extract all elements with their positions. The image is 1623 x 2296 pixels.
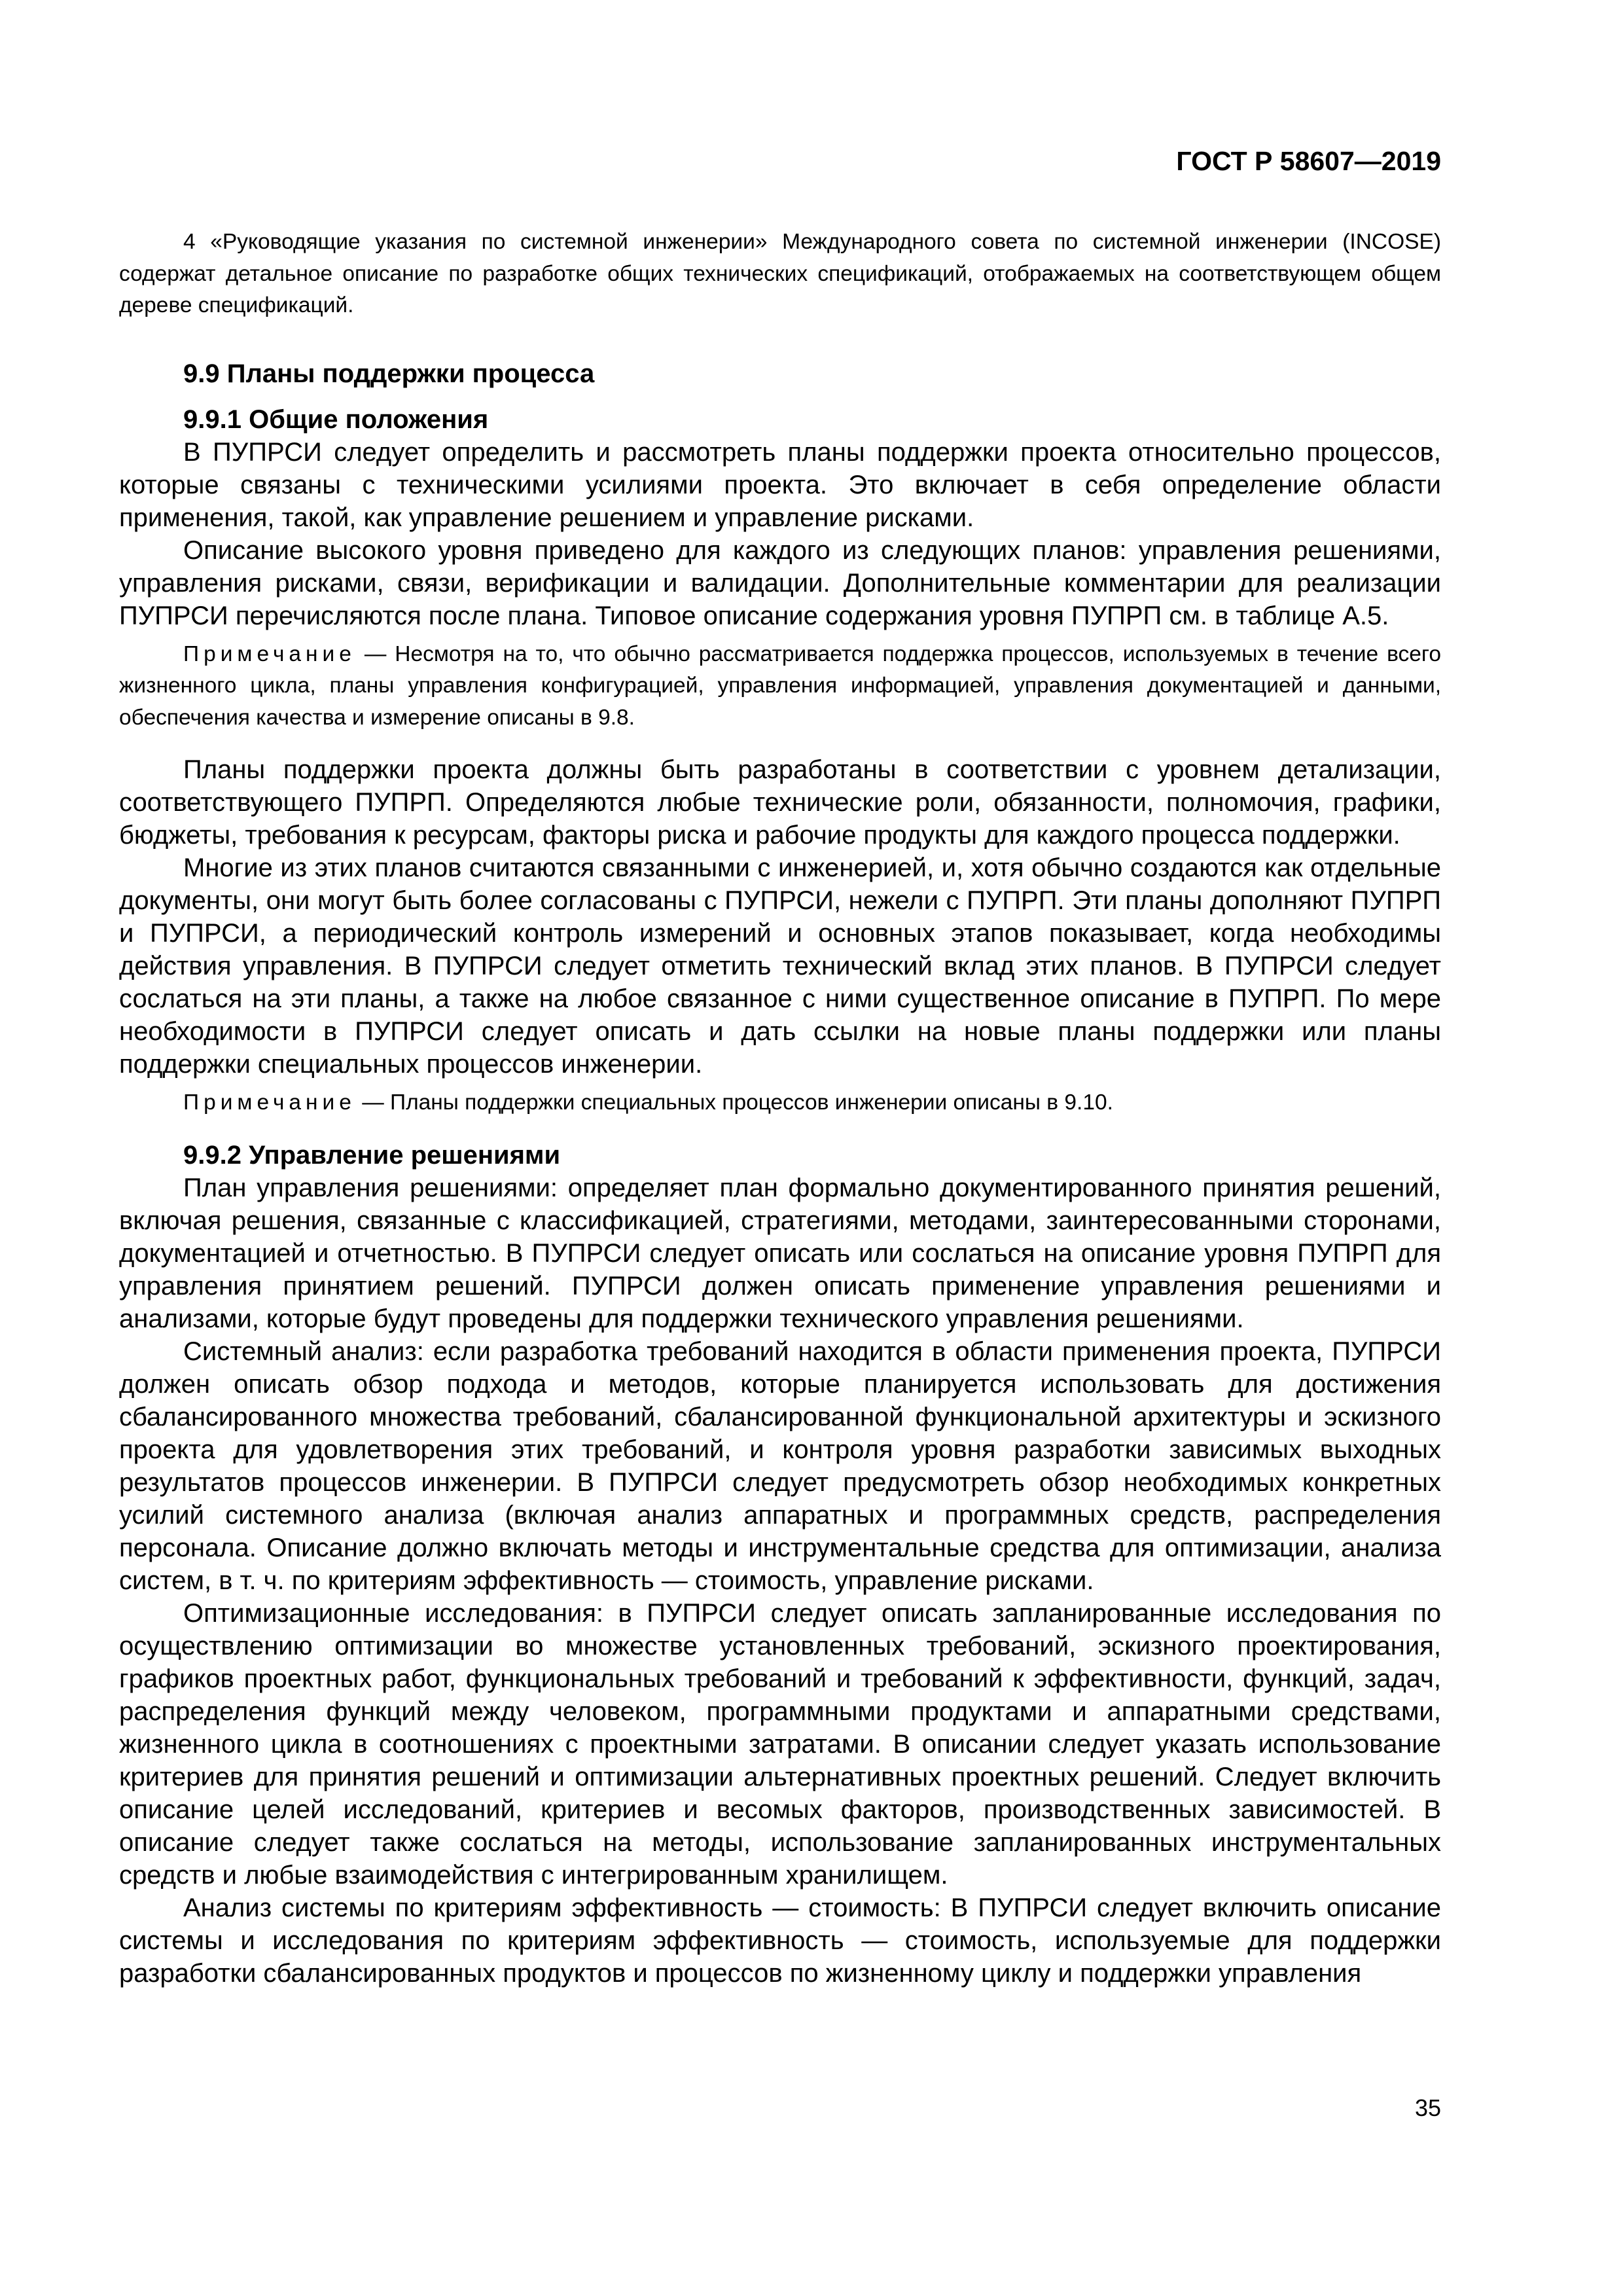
section-heading-9-9-1: 9.9.1 Общие положения <box>183 404 489 434</box>
standard-number: ГОСТ Р 58607—2019 <box>1176 146 1441 176</box>
note-text: — Несмотря на то, что обычно рассматривается поддержка процессов, используемых в течение всего жизненного цикла, планы управления конфигурацией, управления информацией, управления документацией и данными, обеспечения качества и измерение описаны в 9.8. <box>119 641 1441 730</box>
note <box>119 639 1441 734</box>
note-text: — Планы поддержки специальных процессов инженерии описаны в 9.10. <box>355 1090 1113 1115</box>
page-content <box>119 226 1441 1990</box>
paragraph: Оптимизационные исследования: в ПУПРСИ следует описать запланированные исследования по осуществлению оптимизации во множестве установленных требований, эскизного проектирования, графиков проектных работ, функциональных требований и требований к эффективности, функций, задач, распределения функций между человеком, программными продуктами и аппаратными средствами, жизненного цикла в соотношениях с проектными затратами. В описании следует указать использование критериев для принятия решений и оптимизации альтернативных проектных решений. Следует включить описание целей исследований, критериев и весомых факторов, производственных зависимостей. В описание следует также сослаться на методы, использование запланированных инструментальных средств и любые взаимодействия с интегрированным хранилищем. <box>119 1598 1441 1890</box>
section-heading-9-9: 9.9 Планы поддержки процесса <box>183 359 595 388</box>
paragraph: Описание высокого уровня приведено для каждого из следующих планов: управления решениями, управления рисками, связи, верификации и валидации. Дополнительные комментарии для реализации ПУПРСИ перечисляются после плана. Типовое описание содержания уровня ПУПРП см. в таблице А.5. <box>119 535 1441 630</box>
paragraph: Планы поддержки проекта должны быть разработаны в соответствии с уровнем детализации, соответствующего ПУПРП. Определяются любые технические роли, обязанности, полномочия, графики, бюджеты, требования к ресурсам, факторы риска и рабочие продукты для каждого процесса поддержки. <box>119 755 1441 850</box>
note-label: Примечание <box>183 1090 356 1115</box>
note-label: Примечание <box>183 641 356 666</box>
page-number: 35 <box>1414 2094 1441 2121</box>
note <box>119 1087 1441 1119</box>
footnote-4: 4 «Руководящие указания по системной инженерии» Международного совета по системной инженерии (INCOSE) содержат детальное описание по разработке общих технических спецификаций, отображаемых на соответствующем общем дереве спецификаций. <box>119 230 1441 317</box>
paragraph: Многие из этих планов считаются связанными с инженерией, и, хотя обычно создаются как отдельные документы, они могут быть более согласованы с ПУПРСИ, нежели с ПУПРП. Эти планы дополняют ПУПРП и ПУПРСИ, а периодический контроль измерений и основных этапов показывает, когда необходимы действия управления. В ПУПРСИ следует отметить технический вклад этих планов. В ПУПРСИ следует сослаться на эти планы, а также на любое связанное с ними существенное описание в ПУПРП. По мере необходимости в ПУПРСИ следует описать и дать ссылки на новые планы поддержки или планы поддержки специальных процессов инженерии. <box>119 853 1441 1079</box>
section-heading-9-9-2: 9.9.2 Управление решениями <box>183 1140 561 1170</box>
paragraph: План управления решениями: определяет план формально документированного принятия решений, включая решения, связанные с классификацией, стратегиями, методами, заинтересованными сторонами, документацией и отчетностью. В ПУПРСИ следует описать или сослаться на описание уровня ПУПРП для управления принятием решений. ПУПРСИ должен описать применение управления решениями и анализами, которые будут проведены для поддержки технического управления решениями. <box>119 1173 1441 1333</box>
paragraph: В ПУПРСИ следует определить и рассмотреть планы поддержки проекта относительно процессов, которые связаны с техническими усилиями проекта. Это включает в себя определение области применения, такой, как управление решением и управление рисками. <box>119 437 1441 532</box>
paragraph: Анализ системы по критериям эффективность — стоимость: В ПУПРСИ следует включить описание системы и исследования по критериям эффективность — стоимость, используемые для поддержки разработки сбалансированных продуктов и процессов по жизненному циклу и поддержки управления <box>119 1893 1441 1988</box>
paragraph: Системный анализ: если разработка требований находится в области применения проекта, ПУПРСИ должен описать обзор подхода и методов, которые планируется использовать для достижения сбалансированного множества требований, сбалансированной функциональной архитектуры и эскизного проекта для удовлетворения этих требований, и контроля уровня разработки зависимых выходных результатов процессов инженерии. В ПУПРСИ следует предусмотреть обзор необходимых конкретных усилий системного анализа (включая анализ аппаратных и программных средств, распределения персонала. Описание должно включать методы и инструментальные средства для оптимизации, анализа систем, в т. ч. по критериям эффективность — стоимость, управление рисками. <box>119 1336 1441 1595</box>
